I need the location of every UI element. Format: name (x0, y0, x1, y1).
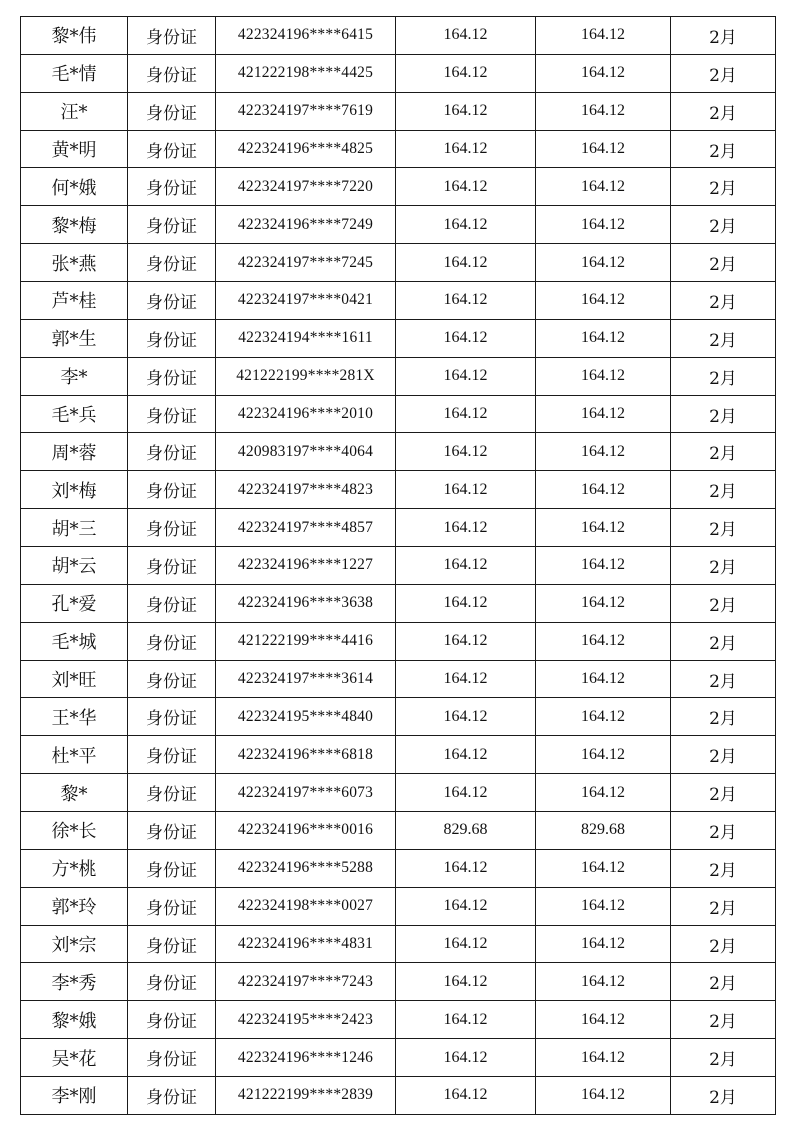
id-type-cell: 身份证 (128, 622, 216, 660)
month-cell: 2月 (671, 357, 776, 395)
amount-cell: 164.12 (396, 736, 536, 774)
amount-total-cell: 164.12 (536, 774, 671, 812)
month-cell: 2月 (671, 471, 776, 509)
month-cell: 2月 (671, 130, 776, 168)
amount-cell: 164.12 (396, 509, 536, 547)
amount-cell: 164.12 (396, 168, 536, 206)
table-row (21, 17, 776, 55)
table-row (21, 395, 776, 433)
month-cell: 2月 (671, 206, 776, 244)
month-cell: 2月 (671, 168, 776, 206)
month-cell: 2月 (671, 1001, 776, 1039)
table-row (21, 660, 776, 698)
id-number-cell: 422324194****1611 (216, 319, 396, 357)
amount-cell: 164.12 (396, 92, 536, 130)
amount-total-cell: 164.12 (536, 17, 671, 55)
amount-cell: 164.12 (396, 244, 536, 282)
roster-body (21, 17, 776, 1115)
amount-cell: 164.12 (396, 54, 536, 92)
id-number-cell: 422324196****6415 (216, 17, 396, 55)
id-number-cell: 422324198****0027 (216, 887, 396, 925)
name-cell: 黎*娥 (21, 1001, 128, 1039)
month-cell: 2月 (671, 509, 776, 547)
amount-cell: 164.12 (396, 622, 536, 660)
amount-total-cell: 164.12 (536, 168, 671, 206)
table-row (21, 849, 776, 887)
amount-total-cell: 829.68 (536, 812, 671, 850)
table-row (21, 1077, 776, 1115)
name-cell: 郭*生 (21, 319, 128, 357)
id-type-cell: 身份证 (128, 17, 216, 55)
month-cell: 2月 (671, 282, 776, 320)
name-cell: 何*娥 (21, 168, 128, 206)
amount-total-cell: 164.12 (536, 1001, 671, 1039)
id-type-cell: 身份证 (128, 357, 216, 395)
amount-cell: 164.12 (396, 698, 536, 736)
id-number-cell: 422324196****0016 (216, 812, 396, 850)
table-row (21, 509, 776, 547)
month-cell: 2月 (671, 622, 776, 660)
name-cell: 刘*宗 (21, 925, 128, 963)
table-row (21, 319, 776, 357)
amount-total-cell: 164.12 (536, 130, 671, 168)
name-cell: 黄*明 (21, 130, 128, 168)
month-cell: 2月 (671, 963, 776, 1001)
month-cell: 2月 (671, 812, 776, 850)
amount-cell: 164.12 (396, 887, 536, 925)
amount-total-cell: 164.12 (536, 92, 671, 130)
amount-cell: 164.12 (396, 319, 536, 357)
amount-cell: 164.12 (396, 774, 536, 812)
table-row (21, 54, 776, 92)
id-type-cell: 身份证 (128, 319, 216, 357)
amount-cell: 164.12 (396, 206, 536, 244)
name-cell: 胡*云 (21, 547, 128, 585)
id-type-cell: 身份证 (128, 282, 216, 320)
amount-cell: 164.12 (396, 925, 536, 963)
id-type-cell: 身份证 (128, 54, 216, 92)
id-number-cell: 422324196****4825 (216, 130, 396, 168)
id-type-cell: 身份证 (128, 92, 216, 130)
table-row (21, 1001, 776, 1039)
id-number-cell: 422324195****2423 (216, 1001, 396, 1039)
id-number-cell: 422324197****7619 (216, 92, 396, 130)
id-type-cell: 身份证 (128, 206, 216, 244)
name-cell: 胡*三 (21, 509, 128, 547)
amount-cell: 164.12 (396, 547, 536, 585)
month-cell: 2月 (671, 54, 776, 92)
table-row (21, 206, 776, 244)
amount-cell: 164.12 (396, 1077, 536, 1115)
month-cell: 2月 (671, 395, 776, 433)
id-type-cell: 身份证 (128, 774, 216, 812)
amount-total-cell: 164.12 (536, 925, 671, 963)
name-cell: 郭*玲 (21, 887, 128, 925)
id-number-cell: 421222199****2839 (216, 1077, 396, 1115)
id-type-cell: 身份证 (128, 433, 216, 471)
id-number-cell: 422324197****7245 (216, 244, 396, 282)
id-number-cell: 422324196****1246 (216, 1039, 396, 1077)
table-row (21, 547, 776, 585)
month-cell: 2月 (671, 1039, 776, 1077)
amount-total-cell: 164.12 (536, 660, 671, 698)
id-number-cell: 422324196****7249 (216, 206, 396, 244)
name-cell: 方*桃 (21, 849, 128, 887)
month-cell: 2月 (671, 660, 776, 698)
amount-cell: 164.12 (396, 471, 536, 509)
amount-total-cell: 164.12 (536, 584, 671, 622)
amount-total-cell: 164.12 (536, 319, 671, 357)
id-type-cell: 身份证 (128, 963, 216, 1001)
id-type-cell: 身份证 (128, 849, 216, 887)
id-number-cell: 420983197****4064 (216, 433, 396, 471)
table-row (21, 1039, 776, 1077)
id-type-cell: 身份证 (128, 168, 216, 206)
month-cell: 2月 (671, 92, 776, 130)
month-cell: 2月 (671, 887, 776, 925)
name-cell: 刘*旺 (21, 660, 128, 698)
amount-total-cell: 164.12 (536, 736, 671, 774)
table-row (21, 584, 776, 622)
table-row (21, 168, 776, 206)
name-cell: 汪* (21, 92, 128, 130)
id-number-cell: 422324196****1227 (216, 547, 396, 585)
month-cell: 2月 (671, 319, 776, 357)
month-cell: 2月 (671, 547, 776, 585)
amount-total-cell: 164.12 (536, 1039, 671, 1077)
amount-total-cell: 164.12 (536, 282, 671, 320)
id-type-cell: 身份证 (128, 509, 216, 547)
amount-cell: 164.12 (396, 584, 536, 622)
amount-cell: 164.12 (396, 660, 536, 698)
amount-total-cell: 164.12 (536, 887, 671, 925)
amount-total-cell: 164.12 (536, 357, 671, 395)
table-row (21, 736, 776, 774)
amount-total-cell: 164.12 (536, 547, 671, 585)
month-cell: 2月 (671, 1077, 776, 1115)
name-cell: 李*秀 (21, 963, 128, 1001)
month-cell: 2月 (671, 698, 776, 736)
amount-cell: 164.12 (396, 849, 536, 887)
name-cell: 黎*伟 (21, 17, 128, 55)
id-number-cell: 421222199****4416 (216, 622, 396, 660)
amount-cell: 164.12 (396, 130, 536, 168)
amount-cell: 164.12 (396, 963, 536, 1001)
name-cell: 杜*平 (21, 736, 128, 774)
id-number-cell: 422324197****6073 (216, 774, 396, 812)
id-number-cell: 422324197****4823 (216, 471, 396, 509)
month-cell: 2月 (671, 244, 776, 282)
month-cell: 2月 (671, 736, 776, 774)
id-number-cell: 422324197****0421 (216, 282, 396, 320)
table-row (21, 282, 776, 320)
name-cell: 毛*情 (21, 54, 128, 92)
name-cell: 张*燕 (21, 244, 128, 282)
table-row (21, 887, 776, 925)
id-type-cell: 身份证 (128, 584, 216, 622)
table-row (21, 92, 776, 130)
name-cell: 芦*桂 (21, 282, 128, 320)
amount-total-cell: 164.12 (536, 433, 671, 471)
amount-cell: 164.12 (396, 357, 536, 395)
id-number-cell: 422324197****3614 (216, 660, 396, 698)
id-type-cell: 身份证 (128, 395, 216, 433)
amount-total-cell: 164.12 (536, 244, 671, 282)
month-cell: 2月 (671, 925, 776, 963)
id-number-cell: 422324197****7220 (216, 168, 396, 206)
id-type-cell: 身份证 (128, 812, 216, 850)
amount-cell: 164.12 (396, 433, 536, 471)
name-cell: 周*蓉 (21, 433, 128, 471)
id-type-cell: 身份证 (128, 698, 216, 736)
table-row (21, 963, 776, 1001)
name-cell: 黎*梅 (21, 206, 128, 244)
name-cell: 毛*兵 (21, 395, 128, 433)
amount-total-cell: 164.12 (536, 509, 671, 547)
month-cell: 2月 (671, 584, 776, 622)
roster-table (20, 16, 776, 1115)
table-row (21, 925, 776, 963)
name-cell: 刘*梅 (21, 471, 128, 509)
id-type-cell: 身份证 (128, 471, 216, 509)
amount-total-cell: 164.12 (536, 622, 671, 660)
id-type-cell: 身份证 (128, 244, 216, 282)
table-row (21, 357, 776, 395)
amount-total-cell: 164.12 (536, 1077, 671, 1115)
amount-total-cell: 164.12 (536, 206, 671, 244)
id-type-cell: 身份证 (128, 887, 216, 925)
month-cell: 2月 (671, 17, 776, 55)
amount-cell: 164.12 (396, 395, 536, 433)
id-number-cell: 422324196****3638 (216, 584, 396, 622)
amount-total-cell: 164.12 (536, 698, 671, 736)
table-row (21, 244, 776, 282)
amount-cell: 164.12 (396, 1039, 536, 1077)
id-number-cell: 421222199****281X (216, 357, 396, 395)
month-cell: 2月 (671, 433, 776, 471)
amount-cell: 164.12 (396, 282, 536, 320)
amount-total-cell: 164.12 (536, 849, 671, 887)
month-cell: 2月 (671, 774, 776, 812)
id-type-cell: 身份证 (128, 547, 216, 585)
id-number-cell: 422324197****4857 (216, 509, 396, 547)
amount-total-cell: 164.12 (536, 395, 671, 433)
table-row (21, 433, 776, 471)
name-cell: 毛*城 (21, 622, 128, 660)
id-type-cell: 身份证 (128, 1039, 216, 1077)
name-cell: 孔*爱 (21, 584, 128, 622)
amount-cell: 829.68 (396, 812, 536, 850)
table-row (21, 812, 776, 850)
id-type-cell: 身份证 (128, 130, 216, 168)
amount-total-cell: 164.12 (536, 471, 671, 509)
id-number-cell: 421222198****4425 (216, 54, 396, 92)
amount-cell: 164.12 (396, 17, 536, 55)
id-number-cell: 422324196****2010 (216, 395, 396, 433)
amount-total-cell: 164.12 (536, 963, 671, 1001)
table-row (21, 774, 776, 812)
id-number-cell: 422324196****5288 (216, 849, 396, 887)
id-number-cell: 422324196****6818 (216, 736, 396, 774)
id-type-cell: 身份证 (128, 1077, 216, 1115)
table-row (21, 130, 776, 168)
id-number-cell: 422324195****4840 (216, 698, 396, 736)
name-cell: 吴*花 (21, 1039, 128, 1077)
id-type-cell: 身份证 (128, 925, 216, 963)
amount-cell: 164.12 (396, 1001, 536, 1039)
amount-total-cell: 164.12 (536, 54, 671, 92)
name-cell: 徐*长 (21, 812, 128, 850)
name-cell: 黎* (21, 774, 128, 812)
table-row (21, 698, 776, 736)
table-row (21, 622, 776, 660)
id-number-cell: 422324196****4831 (216, 925, 396, 963)
id-type-cell: 身份证 (128, 1001, 216, 1039)
name-cell: 李* (21, 357, 128, 395)
id-number-cell: 422324197****7243 (216, 963, 396, 1001)
name-cell: 王*华 (21, 698, 128, 736)
id-type-cell: 身份证 (128, 660, 216, 698)
name-cell: 李*刚 (21, 1077, 128, 1115)
id-type-cell: 身份证 (128, 736, 216, 774)
month-cell: 2月 (671, 849, 776, 887)
table-row (21, 471, 776, 509)
